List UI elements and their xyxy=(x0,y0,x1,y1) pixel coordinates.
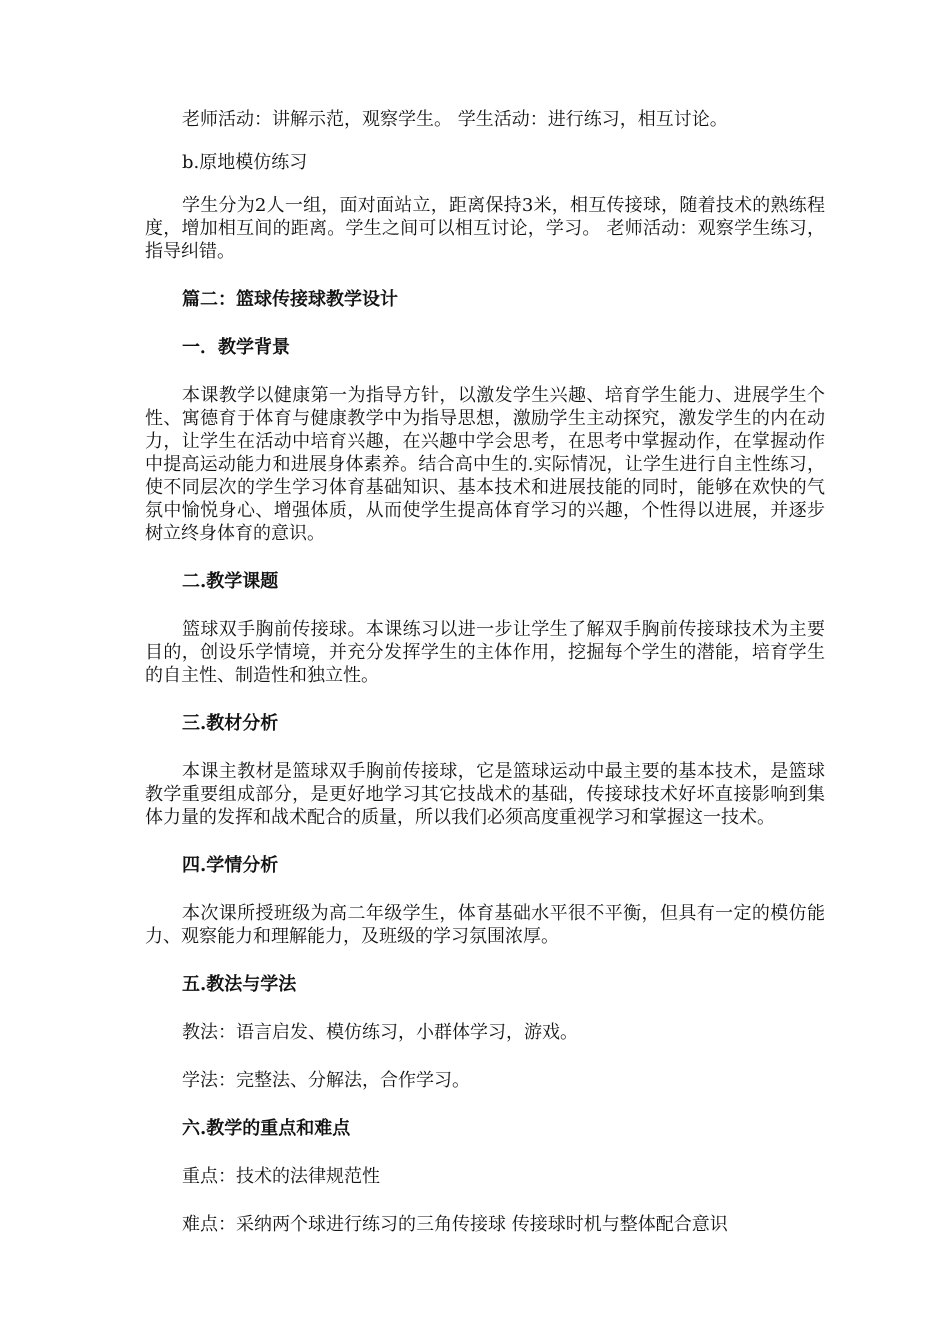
body-paragraph: 学法：完整法、分解法，合作学习。 xyxy=(182,1070,470,1091)
body-paragraph: 本课教学以健康第一为指导方针，以激发学生兴趣、培育学生能力、进展学生个性、寓德育于体育与健康教学中为指导思想，激励学生主动探究，激发学生的内在动力，让学生在活动中培育兴趣，在兴趣中学会思考，在思考中掌握动作，在掌握动作中提高运动能力和进展身体素养。结合高中生的.实际情况，让学生进行自主性练习，使不同层次的学生学习体育基础知识、基本技术和进展技能的同时，能够在欢快的气氛中愉悦身心、增强体质，从而使学生提高体育学习的兴趣，个性得以进展，并逐步树立终身体育的意识。 xyxy=(145,385,825,544)
body-paragraph: 本次课所授班级为高二年级学生，体育基础水平很不平衡，但具有一定的模仿能力、观察能力和理解能力，及班级的学习氛围浓厚。 xyxy=(145,903,825,947)
section-title: 篇二：篮球传接球教学设计 xyxy=(182,289,398,310)
body-paragraph: 学生分为2人一组，面对面站立，距离保持3米，相互传接球，随着技术的熟练程度，增加相互间的距离。学生之间可以相互讨论，学习。 老师活动：观察学生练习，指导纠错。 xyxy=(145,195,825,262)
body-paragraph: 本课主教材是篮球双手胸前传接球，它是篮球运动中最主要的基本技术，是篮球教学重要组成部分，是更好地学习其它技战术的基础，传接球技术好坏直接影响到集体力量的发挥和战术配合的质量，所以我们必须高度重视学习和掌握这一技术。 xyxy=(145,761,825,828)
section-heading: 三.教材分析 xyxy=(182,713,279,734)
section-heading: 六.教学的重点和难点 xyxy=(182,1118,351,1139)
body-paragraph: 教法：语言启发、模仿练习，小群体学习，游戏。 xyxy=(182,1022,578,1043)
section-heading: 五.教法与学法 xyxy=(182,974,297,995)
section-heading: 一．教学背景 xyxy=(182,337,290,358)
section-heading: 二.教学课题 xyxy=(182,571,279,592)
document-page xyxy=(145,108,825,1236)
body-paragraph: 篮球双手胸前传接球。本课练习以进一步让学生了解双手胸前传接球技术为主要目的，创设乐学情境，并充分发挥学生的主体作用，挖掘每个学生的潜能，培育学生的自主性、制造性和独立性。 xyxy=(145,619,825,686)
sub-heading: b.原地模仿练习 xyxy=(182,152,308,173)
body-paragraph: 重点：技术的法律规范性 xyxy=(182,1166,380,1187)
body-paragraph: 老师活动：讲解示范，观察学生。 学生活动：进行练习，相互讨论。 xyxy=(182,109,728,130)
body-paragraph: 难点：采纳两个球进行练习的三角传接球 传接球时机与整体配合意识 xyxy=(182,1214,728,1235)
section-heading: 四.学情分析 xyxy=(182,855,279,876)
